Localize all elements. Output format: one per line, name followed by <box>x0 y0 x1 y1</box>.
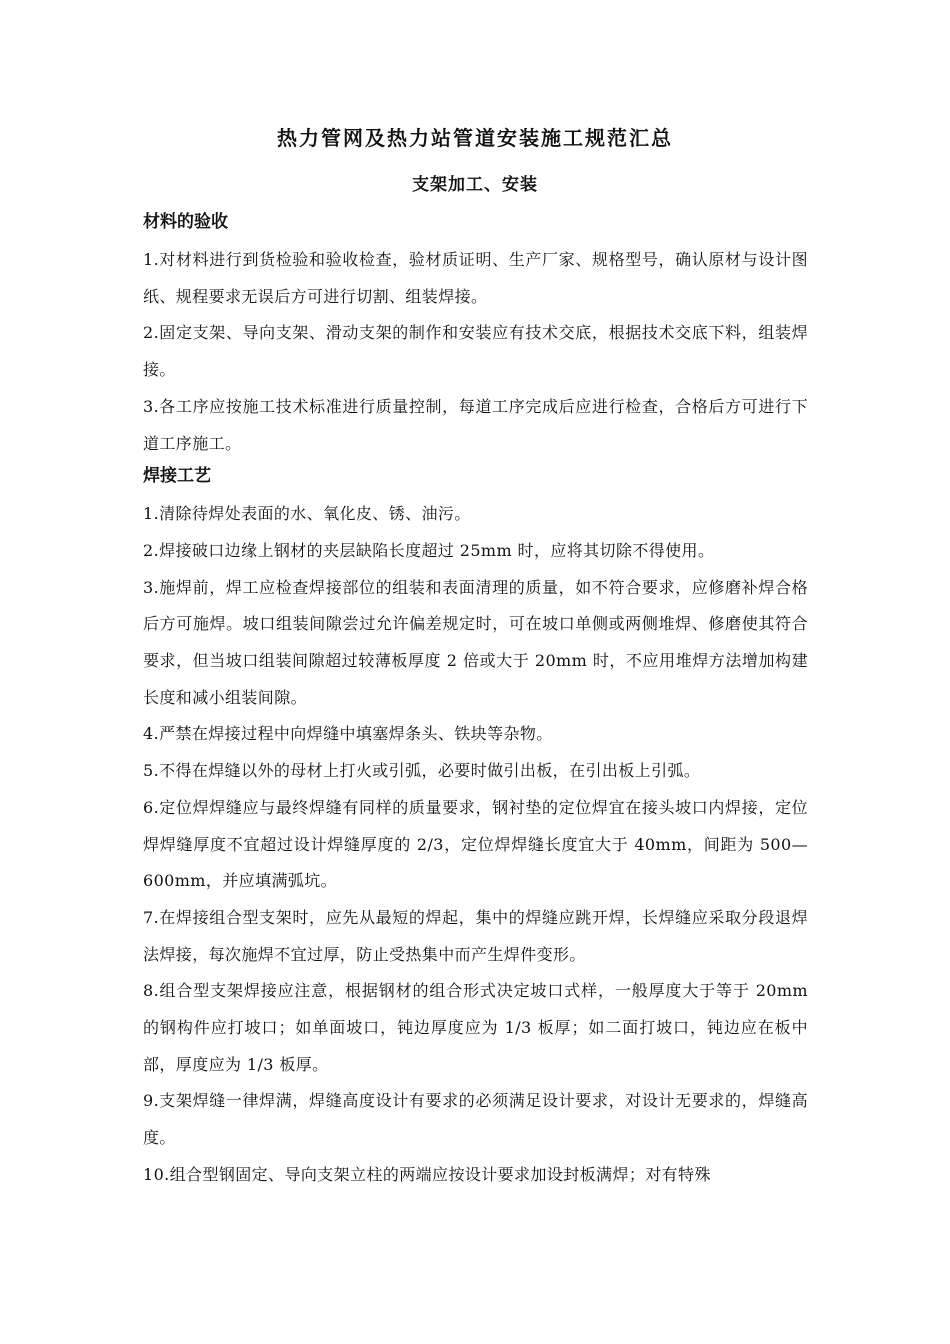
paragraph: 3.施焊前，焊工应检查焊接部位的组装和表面清理的质量，如不符合要求，应修磨补焊合格后方可施焊。坡口组装间隙尝过允许偏差规定时，可在坡口单侧或两侧堆焊、修磨使其符合要求，但当坡口组装间隙超过较薄板厚度 2 倍或大于 20mm 时，不应用堆焊方法增加构建长度和减小组装间隙。 <box>143 577 808 707</box>
paragraph: 9.支架焊缝一律焊满，焊缝高度设计有要求的必须满足设计要求，对设计无要求的，焊缝高度。 <box>143 1091 808 1148</box>
heading-material-acceptance: 材料的验收 <box>143 212 228 232</box>
document-title: 热力管网及热力站管道安装施工规范汇总 <box>277 126 673 150</box>
paragraph: 1.清除待焊处表面的水、氧化皮、锈、油污。 <box>143 504 471 524</box>
paragraph: 10.组合型钢固定、导向支架立柱的两端应按设计要求加设封板满焊；对有特殊 <box>143 1164 711 1184</box>
paragraph: 7.在焊接组合型支架时，应先从最短的焊起，集中的焊缝应跳开焊，长焊缝应采取分段退焊法焊接，每次施焊不宜过厚，防止受热集中而产生焊件变形。 <box>143 907 808 964</box>
paragraph: 1.对材料进行到货检验和验收检查，验材质证明、生产厂家、规格型号，确认原材与设计图纸、规程要求无误后方可进行切割、组装焊接。 <box>143 250 808 306</box>
paragraph: 3.各工序应按施工技术标准进行质量控制，每道工序完成后应进行检查，合格后方可进行下道工序施工。 <box>143 396 808 453</box>
paragraph: 5.不得在焊缝以外的母材上打火或引弧，必要时做引出板，在引出板上引弧。 <box>143 761 701 781</box>
heading-welding-process: 焊接工艺 <box>143 466 211 487</box>
paragraph: 2.焊接破口边缘上钢材的夹层缺陷长度超过 25mm 时，应将其切除不得使用。 <box>143 540 715 560</box>
paragraph: 6.定位焊焊缝应与最终焊缝有同样的质量要求，钢衬垫的定位焊宜在接头坡口内焊接，定位焊焊缝厚度不宜超过设计焊缝厚度的 2/3，定位焊焊缝长度宜大于 40mm，间距为 500—600mm，并应填满弧坑。 <box>143 797 808 891</box>
paragraph: 2.固定支架、导向支架、滑动支架的制作和安装应有技术交底，根据技术交底下料，组装焊接。 <box>143 323 808 380</box>
paragraph: 4.严禁在焊接过程中向焊缝中填塞焊条头、铁块等杂物。 <box>143 724 553 744</box>
section-subtitle: 支架加工、安装 <box>412 175 538 195</box>
document-body <box>143 208 808 1194</box>
paragraph: 8.组合型支架焊接应注意，根据钢材的组合形式决定坡口式样，一般厚度大于等于 20mm 的钢构件应打坡口；如单面坡口，钝边厚度应为 1/3 板厚；如二面打坡口，钝边应在板中部，厚度应为 1/3 板厚。 <box>143 981 808 1074</box>
